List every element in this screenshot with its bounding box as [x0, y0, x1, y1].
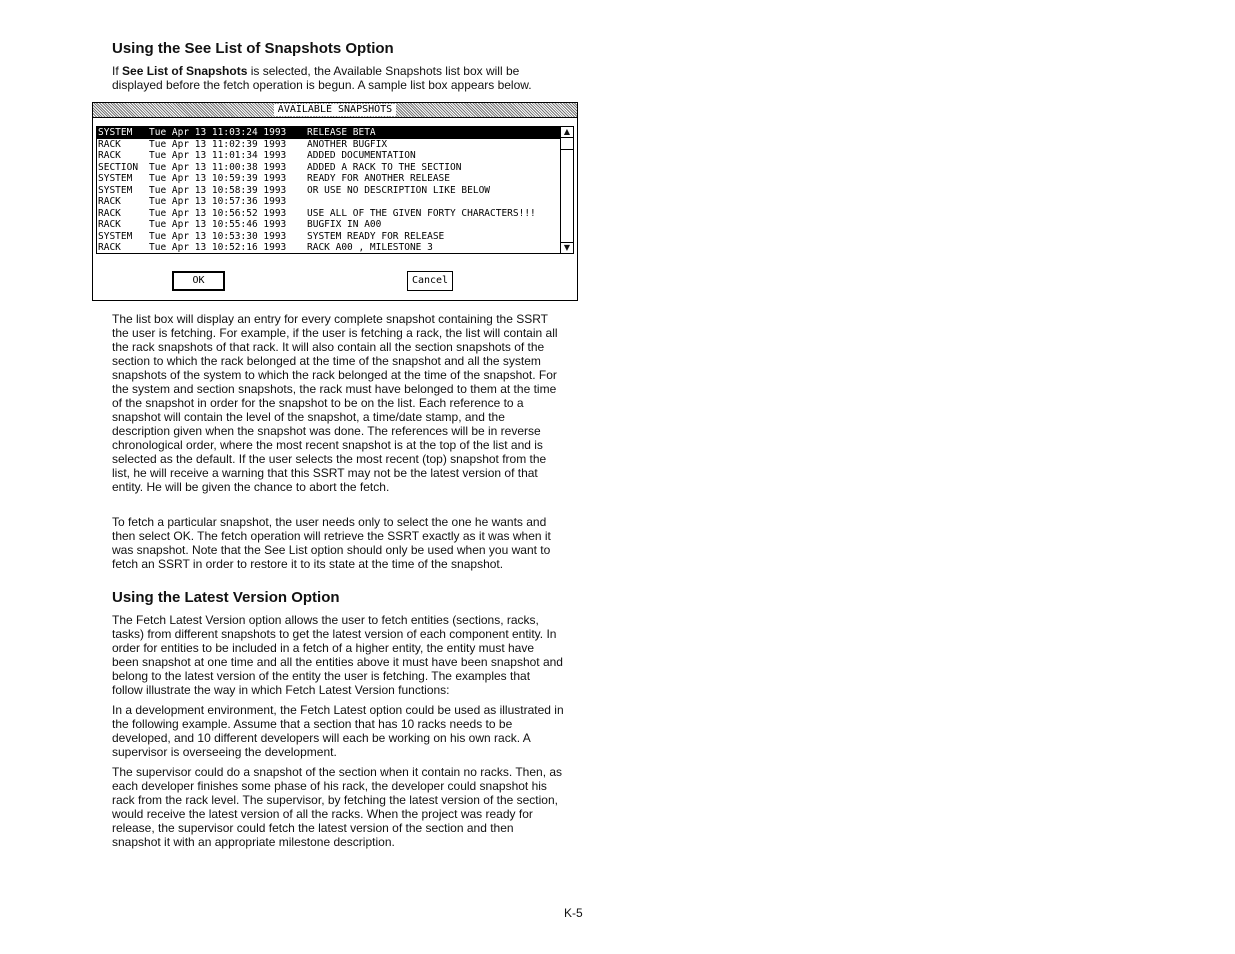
- snapshot-rows: [97, 127, 560, 254]
- snapshot-date: Tue Apr 13 10:57:36 1993: [149, 196, 287, 207]
- snapshot-description: RELEASE BETA: [307, 127, 376, 138]
- snapshot-description: BUGFIX IN A00: [307, 219, 382, 230]
- snapshot-description: USE ALL OF THE GIVEN FORTY CHARACTERS!!!: [307, 207, 536, 219]
- snapshot-date: Tue Apr 13 10:53:30 1993: [149, 230, 287, 242]
- snapshot-date: Tue Apr 13 11:01:34 1993: [149, 150, 287, 161]
- snapshot-description: ADDED DOCUMENTATION: [307, 150, 416, 161]
- snapshot-row[interactable]: [97, 208, 560, 220]
- snapshot-row[interactable]: [97, 150, 560, 162]
- scroll-up-arrow-icon[interactable]: ▲: [561, 127, 573, 138]
- latest-paragraph-1: The Fetch Latest Version option allows the user to fetch entities (sections, racks, tasks) from different snapshots to get the latest version of each component entity. In order for entities to be included in a fetch of a higher entity, the entity must have been snapshot at one time and all the entities above it must have been snapshot and belong to the latest version of the entity the user is fetching. The examples that follow illustrate the way in which Fetch Latest Version functions:: [112, 613, 563, 697]
- snapshot-row[interactable]: [97, 127, 560, 139]
- intro-suffix: is selected, the Available Snapshots list box will be displayed before the fetch operation is begun. A sample list box appears below.: [112, 64, 532, 92]
- snapshot-date: Tue Apr 13 11:00:38 1993: [149, 161, 287, 173]
- snapshot-date: Tue Apr 13 11:02:39 1993: [149, 138, 287, 150]
- snapshot-row[interactable]: [97, 196, 560, 208]
- snapshot-row[interactable]: [97, 162, 560, 174]
- intro-prefix: If: [112, 64, 123, 78]
- snapshot-row[interactable]: [97, 242, 560, 254]
- intro-paragraph: [112, 64, 564, 92]
- snapshot-description: READY FOR ANOTHER RELEASE: [307, 173, 450, 184]
- section-heading-latest-version: Using the Latest Version Option: [112, 589, 340, 606]
- snapshot-level: SYSTEM: [98, 184, 133, 196]
- body-paragraph-1: The list box will display an entry for every complete snapshot containing the SSRT the user is fetching. For example, if the user is fetching a rack, the list will contain all the rack snapshots of that rack. It will also contain all the section snapshots of the section to which the rack belonged at the time of the snapshot and all the system snapshots of the system to which the rack belonged at the time of the snapshot. For the system and section snapshots, the rack must have belonged to them at the time of the snapshot in order for the snapshot to be on the list. Each reference to a snapshot will contain the level of the snapshot, a time/date stamp, and the description given when the snapshot was done. The references will be in reverse chronological order, where the most recent snapshot is at the top of the list and is selected as the default. If the user selects the most recent (top) snapshot from the list, he will receive a warning that this SSRT may not be the latest version of that entity. He will be given the chance to abort the fetch.: [112, 312, 558, 494]
- snapshot-date: Tue Apr 13 11:03:24 1993: [149, 127, 287, 138]
- snapshot-level: RACK: [98, 207, 121, 219]
- snapshot-level: RACK: [98, 242, 121, 253]
- ok-button[interactable]: OK: [172, 271, 225, 291]
- body-paragraph-2: To fetch a particular snapshot, the user needs only to select the one he wants and then select OK. The fetch operation will retrieve the SSRT exactly as it was when it was snapshot. Note that the See List option should only be used when you want to fetch an SSRT in order to restore it to its state at the time of the snapshot.: [112, 515, 551, 571]
- intro-bold-term: See List of Snapshots: [122, 64, 248, 78]
- snapshot-level: RACK: [98, 138, 121, 150]
- snapshot-description: ANOTHER BUGFIX: [307, 138, 388, 150]
- snapshot-row[interactable]: [97, 219, 560, 231]
- scroll-down-arrow-icon[interactable]: ▼: [561, 242, 573, 253]
- snapshot-date: Tue Apr 13 10:52:16 1993: [149, 242, 287, 253]
- snapshot-date: Tue Apr 13 10:58:39 1993: [149, 184, 287, 196]
- snapshot-level: RACK: [98, 196, 121, 207]
- snapshot-row[interactable]: [97, 185, 560, 197]
- snapshot-level: SYSTEM: [98, 173, 133, 184]
- snapshot-level: RACK: [98, 219, 121, 230]
- snapshot-level: SYSTEM: [98, 230, 133, 242]
- snapshot-level: RACK: [98, 150, 121, 161]
- snapshot-description: [307, 196, 560, 208]
- snapshot-description: ADDED A RACK TO THE SECTION: [307, 161, 462, 173]
- dialog-title-bar: [93, 103, 577, 118]
- snapshot-description: OR USE NO DESCRIPTION LIKE BELOW: [307, 184, 491, 196]
- snapshot-row[interactable]: [97, 139, 560, 151]
- available-snapshots-dialog: [92, 102, 578, 301]
- snapshot-description: RACK A00 , MILESTONE 3: [307, 242, 433, 253]
- snapshot-date: Tue Apr 13 10:55:46 1993: [149, 219, 287, 230]
- section-heading-see-list: Using the See List of Snapshots Option: [112, 40, 394, 57]
- scroll-thumb[interactable]: [561, 138, 573, 150]
- page-number: K-5: [564, 906, 583, 920]
- snapshot-level: SYSTEM: [98, 127, 133, 138]
- snapshot-row[interactable]: [97, 231, 560, 243]
- snapshots-listbox[interactable]: [96, 126, 574, 254]
- latest-paragraph-3: The supervisor could do a snapshot of the section when it contain no racks. Then, as each developer finishes some phase of his rack, the developer could snapshot his rack from the rack level. The supervisor, by fetching the latest version of the section, would receive the latest version of all the racks. When the project was ready for release, the supervisor could fetch the latest version of the section and then snapshot it with an appropriate milestone description.: [112, 765, 563, 849]
- snapshot-date: Tue Apr 13 10:56:52 1993: [149, 207, 287, 219]
- listbox-scrollbar[interactable]: [560, 127, 573, 253]
- latest-paragraph-2: In a development environment, the Fetch Latest option could be used as illustrated in the following example. Assume that a section that has 10 racks needs to be developed, and 10 different developers will each be working on his own rack. A supervisor is overseeing the development.: [112, 703, 564, 759]
- dialog-title: AVAILABLE SNAPSHOTS: [274, 104, 396, 116]
- snapshot-description: SYSTEM READY FOR RELEASE: [307, 230, 445, 242]
- cancel-button[interactable]: Cancel: [407, 271, 453, 291]
- snapshot-row[interactable]: [97, 173, 560, 185]
- snapshot-level: SECTION: [98, 161, 139, 173]
- snapshot-date: Tue Apr 13 10:59:39 1993: [149, 173, 287, 184]
